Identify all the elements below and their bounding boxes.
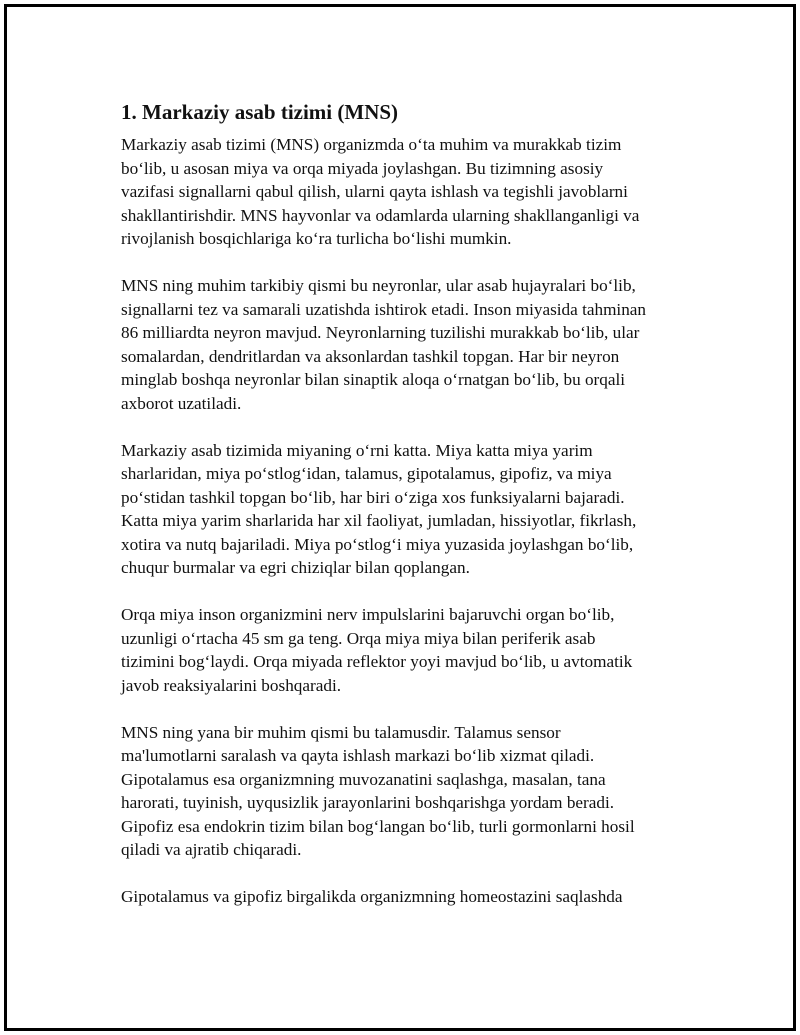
document-body [121,99,681,932]
page-frame [4,4,796,1031]
paragraph-neurons: MNS ning muhim tarkibiy qismi bu neyronlar, ular asab hujayralari bo‘lib, signallarni tez va samarali uzatishda ishtirok etadi. Inson miyasida tahminan 86 milliardta neyron mavjud. Neyronlarning tuzilishi murakkab bo‘lib, ular somalardan, dendritlardan va aksonlardan tashkil topgan. Har bir neyron minglab boshqa neyronlar bilan sinaptik aloqa o‘rnatgan bo‘lib, bu orqali axborot uzatiladi. [121,276,647,413]
paragraph-mns-intro: Markaziy asab tizimi (MNS) organizmda o‘ta muhim va murakkab tizim bo‘lib, u asosan miya va orqa miyada joylashgan. Bu tizimning asosiy vazifasi signallarni qabul qilish, ularni qayta ishlash va tegishli javoblarni shakllantirishdir. MNS hayvonlar va odamlarda ularning shakllanganligi va rivojlanish bosqichlariga ko‘ra turlicha bo‘lishi mumkin. [121,135,640,248]
paragraph-spinal-cord: Orqa miya inson organizmini nerv impulslarini bajaruvchi organ bo‘lib, uzunligi o‘rtacha 45 sm ga teng. Orqa miya miya bilan periferik asab tizimini bog‘laydi. Orqa miyada reflektor yoyi mavjud bo‘lib, u avtomatik javob reaksiyalarini boshqaradi. [121,605,633,695]
section-heading: 1. Markaziy asab tizimi (MNS) [121,100,399,124]
paragraph-brain: Markaziy asab tizimida miyaning o‘rni katta. Miya katta miya yarim sharlaridan, miya po‘stlog‘idan, talamus, gipotalamus, gipofiz, va miya po‘stidan tashkil topgan bo‘lib, har biri o‘ziga xos funksiyalarni bajaradi. Katta miya yarim sharlarida har xil faoliyat, jumladan, hissiyotlar, fikrlash, xotira va nutq bajariladi. Miya po‘stlog‘i miya yuzasida joylashgan bo‘lib, chuqur burmalar va egri chiziqlar bilan qoplangan. [121,440,637,577]
paragraph-thalamus: MNS ning yana bir muhim qismi bu talamusdir. Talamus sensor ma'lumotlarni saralash va qayta ishlash markazi bo‘lib xizmat qiladi. Gipotalamus esa organizmning muvozanatini saqlashga, masalan, tana harorati, tuyinish, uyqusizlik jarayonlarini boshqarishga yordam beradi. Gipofiz esa endokrin tizim bilan bog‘langan bo‘lib, turli gormonlarni hosil qiladi va ajratib chiqaradi. [121,722,635,859]
paragraph-homeostasis: Gipotalamus va gipofiz birgalikda organizmning homeostazini saqlashda [121,887,623,906]
